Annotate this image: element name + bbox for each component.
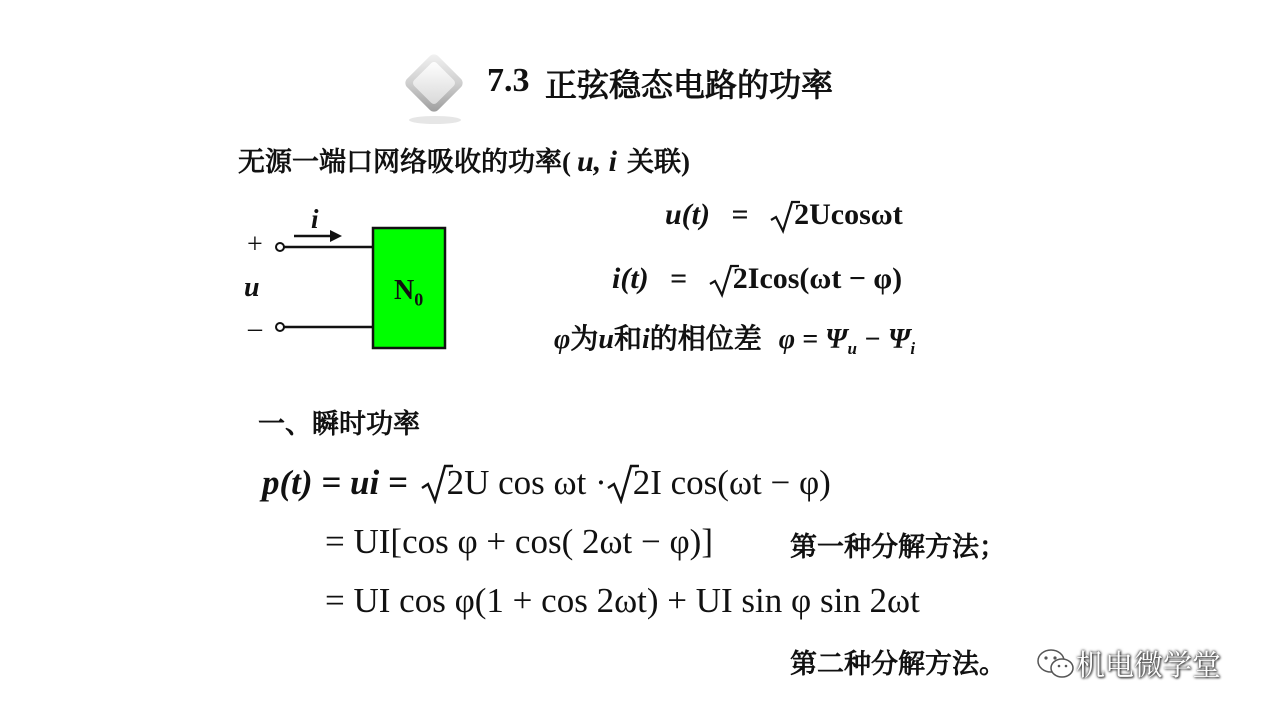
formula-u: u(t) = 2Ucosωt bbox=[665, 198, 903, 231]
plus-sign: + bbox=[247, 229, 263, 260]
method-1-label: 第一种分解方法； bbox=[790, 532, 1006, 563]
network-label: $N_0$ bbox=[394, 275, 424, 310]
method-2-label: 第二种分解方法。 bbox=[790, 649, 1006, 680]
subtitle-vars: u, i bbox=[577, 145, 618, 178]
wechat-icon bbox=[1036, 647, 1076, 681]
subtitle bbox=[238, 140, 690, 179]
voltage-label: u bbox=[244, 272, 260, 303]
minus-sign: – bbox=[248, 313, 262, 344]
subtitle-paren-open: ( bbox=[562, 147, 571, 177]
subtitle-relation: 关联 bbox=[627, 147, 682, 178]
current-label: i bbox=[311, 204, 319, 234]
watermark-text: 机电微学堂 bbox=[1076, 648, 1222, 682]
section-title: 一、瞬时功率 bbox=[258, 409, 420, 440]
formula-i: i(t) = 2Icos(ωt − φ) bbox=[612, 262, 903, 295]
power-formula-line2: = UI[cos φ + cos( 2ωt − φ)] bbox=[325, 522, 713, 561]
subtitle-paren-close: ) bbox=[681, 147, 691, 177]
section-number: 7.3 bbox=[487, 62, 530, 99]
page-title: 正弦稳态电路的功率 bbox=[545, 66, 834, 104]
title-diamond-icon bbox=[395, 48, 477, 128]
subtitle-text: 无源一端口网络吸收的功率 bbox=[238, 147, 562, 178]
power-formula-line3: = UI cos φ(1 + cos 2ωt) + UI sin φ sin 2ωt bbox=[325, 581, 920, 620]
sqrt-i: 2Icos(ωt − φ) bbox=[709, 262, 902, 296]
sqrt-p1: 2U cos ωt · bbox=[421, 463, 607, 503]
sqrt-u: 2Ucosωt bbox=[770, 198, 903, 232]
sqrt-p2: 2I cos(ωt − φ) bbox=[607, 463, 831, 503]
phase-difference: φ为u和i的相位差 $\varphi = \Psi_u - \Psi_i$ bbox=[554, 322, 916, 358]
power-formula-line1: p(t) = ui = 2U cos ωt · 2I cos(ωt − φ) bbox=[262, 463, 831, 502]
